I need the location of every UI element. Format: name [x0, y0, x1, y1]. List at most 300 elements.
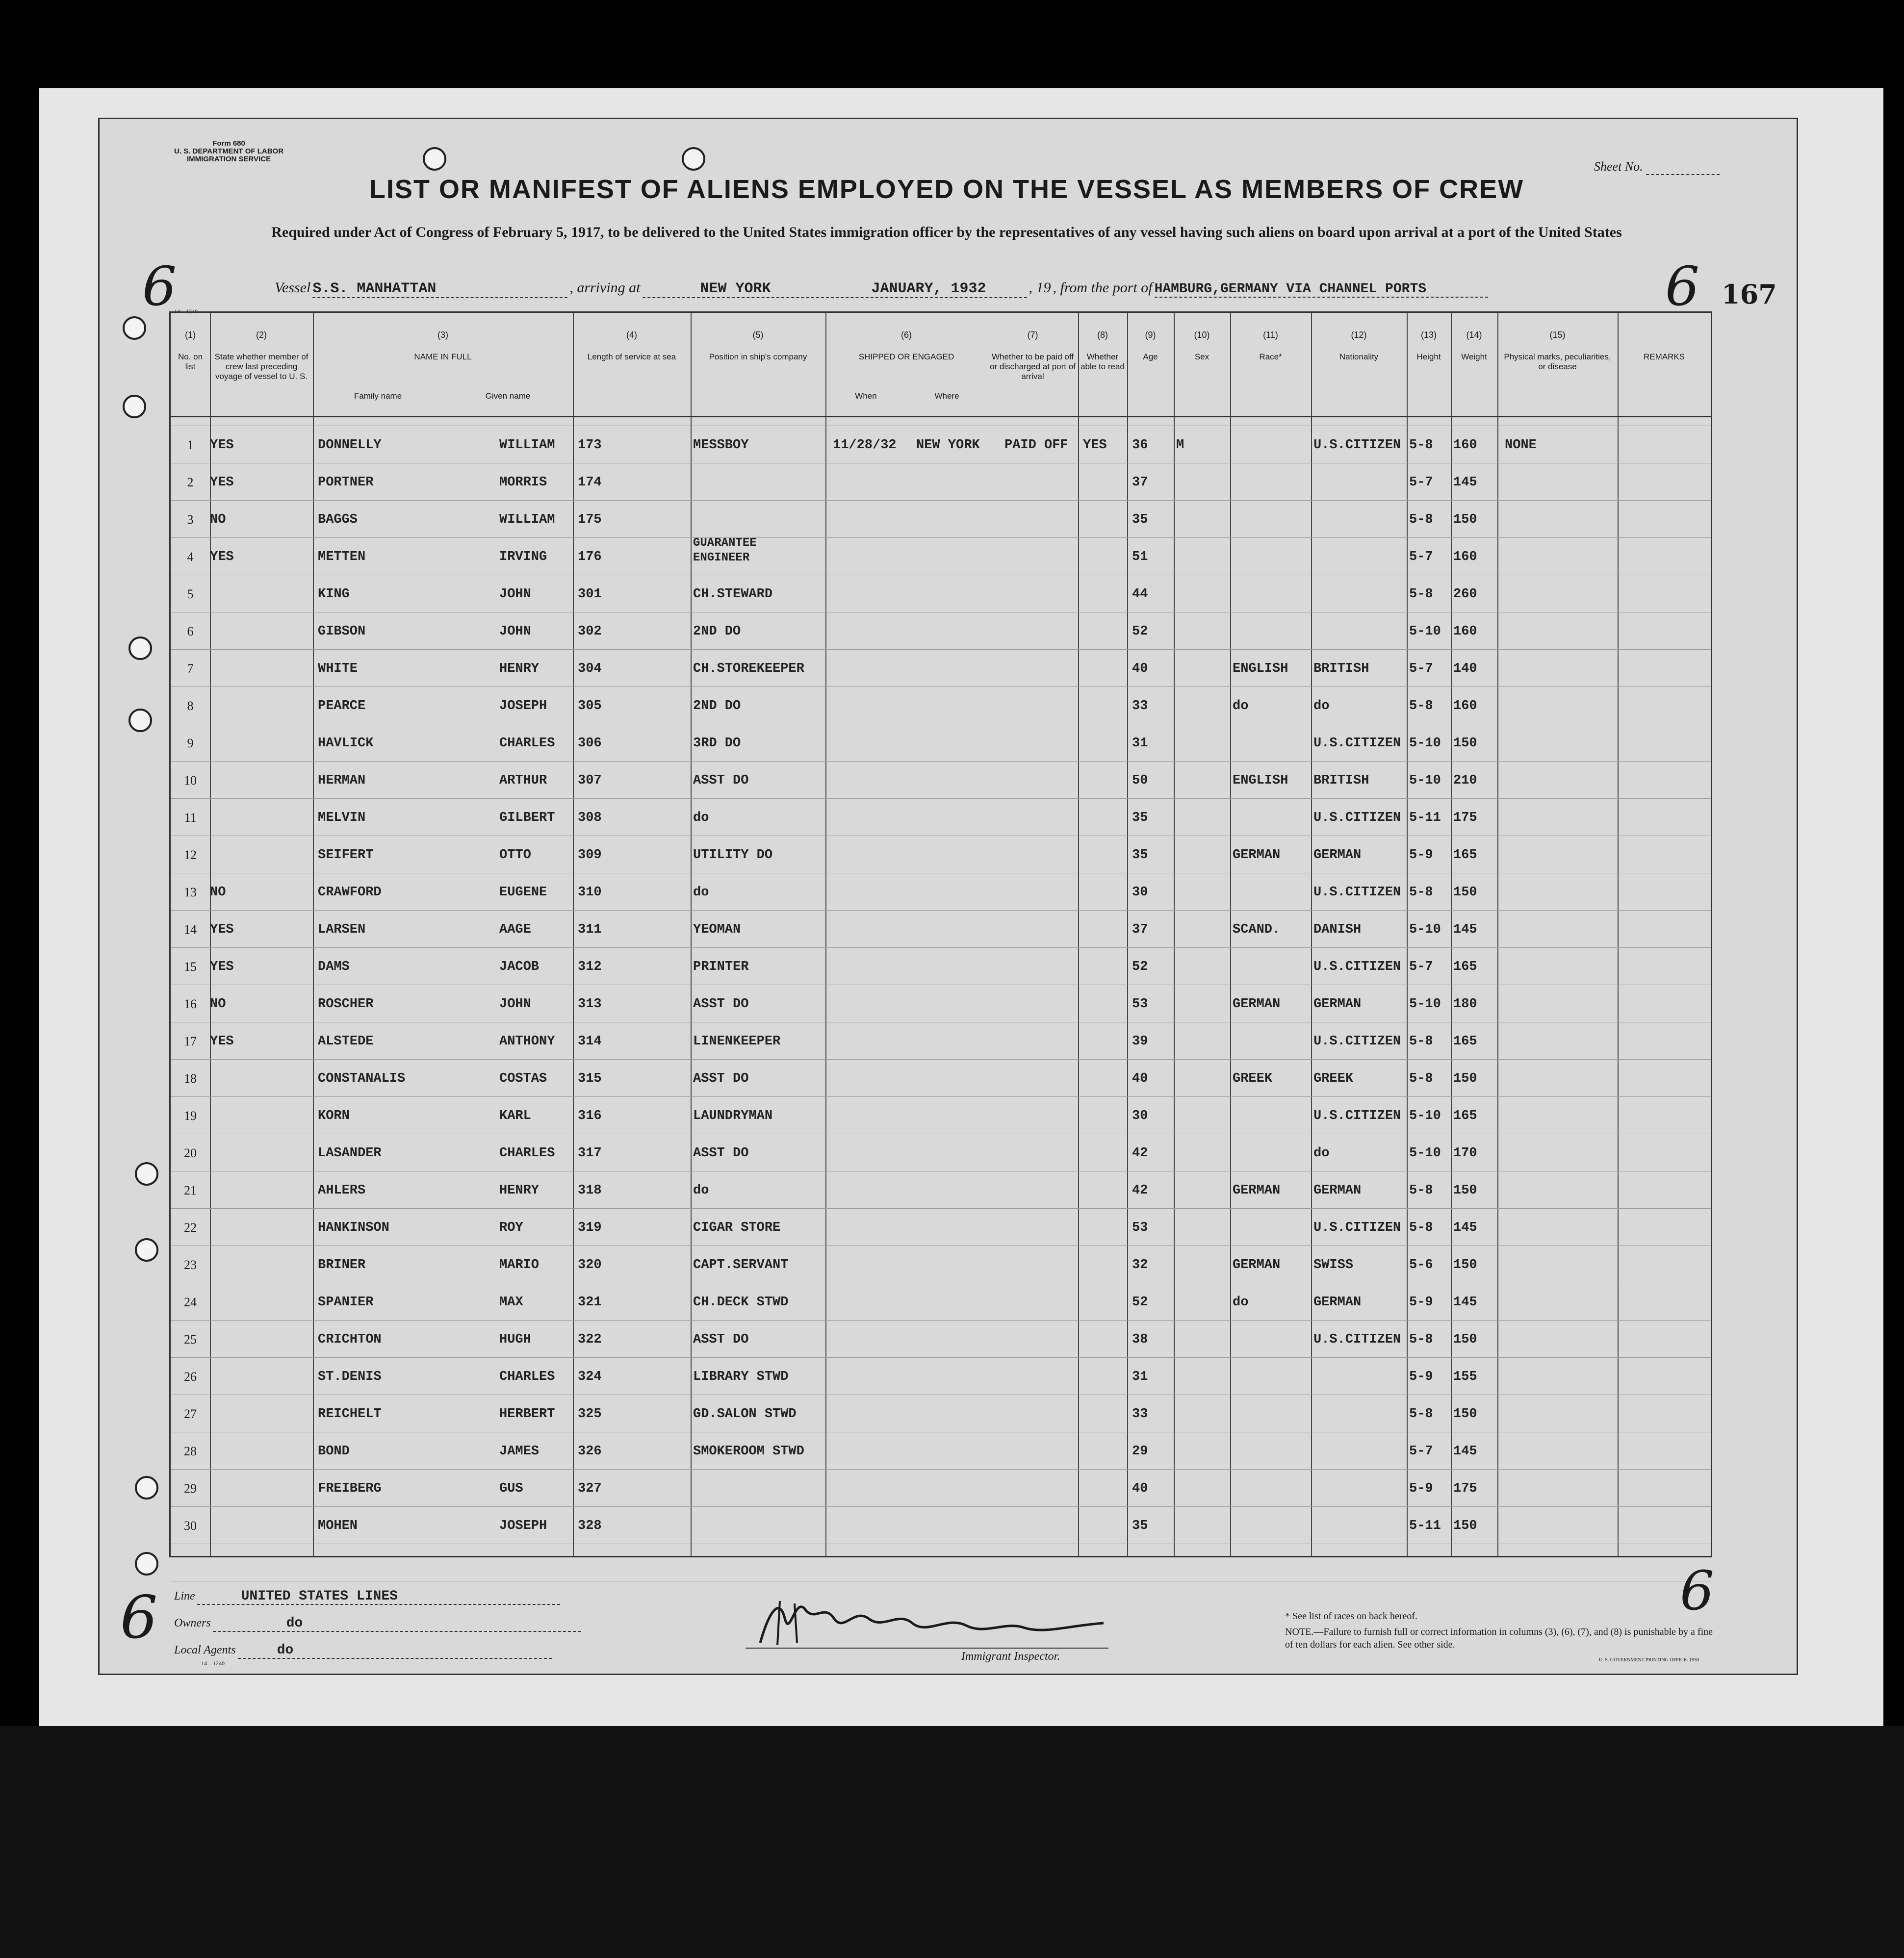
- cell-service: 176: [578, 550, 602, 564]
- cell-no: 17: [184, 1034, 197, 1048]
- owners-field: [174, 1616, 581, 1632]
- cell-service: 325: [578, 1407, 602, 1422]
- column-header: [1174, 313, 1230, 416]
- cell-nationality: GERMAN: [1313, 1183, 1362, 1198]
- cell-service: 173: [578, 438, 602, 453]
- cell-weight: 260: [1453, 587, 1477, 602]
- cell-service: 302: [578, 624, 602, 639]
- cell-height: 5-9: [1409, 1481, 1433, 1496]
- cell-weight: 150: [1453, 1183, 1477, 1198]
- cell-age: 40: [1132, 1071, 1148, 1086]
- cell-service: 326: [578, 1444, 602, 1459]
- cell-prev: YES: [210, 1034, 234, 1049]
- column-header: [171, 313, 210, 416]
- cell-service: 304: [578, 661, 602, 676]
- cell-given: WILLIAM: [499, 512, 555, 527]
- column-number: (3): [437, 330, 448, 340]
- cell-family: LASANDER: [318, 1146, 382, 1161]
- column-label: Physical marks, peculiarities, or disease: [1504, 352, 1611, 371]
- cell-age: 31: [1132, 1370, 1148, 1384]
- column-label: Position in ship's company: [709, 352, 807, 361]
- column-label: Age: [1143, 352, 1158, 361]
- column-label: Race*: [1259, 352, 1282, 361]
- cell-family: ROSCHER: [318, 997, 374, 1012]
- cell-nationality: do: [1313, 699, 1330, 713]
- cell-height: 5-10: [1409, 736, 1441, 751]
- cell-given: OTTO: [499, 848, 531, 863]
- form-number: Form 680: [212, 139, 245, 148]
- column-label: Whether able to read: [1081, 352, 1125, 371]
- cell-position: LAUNDRYMAN: [693, 1109, 773, 1123]
- column-label: NAME IN FULL: [414, 352, 472, 361]
- column-number: (12): [1351, 330, 1367, 340]
- cell-position: MESSBOY: [693, 438, 749, 453]
- cell-race: GREEK: [1233, 1071, 1273, 1086]
- cell-given: JOHN: [499, 624, 531, 639]
- column-number: (13): [1420, 330, 1437, 340]
- vessel-line: [275, 280, 1488, 298]
- cell-no: 9: [187, 736, 194, 750]
- cell-height: 5-8: [1409, 587, 1433, 602]
- column-header: [1230, 313, 1311, 416]
- cell-family: KORN: [318, 1109, 350, 1123]
- cell-family: LARSEN: [318, 922, 366, 937]
- cell-weight: 180: [1453, 997, 1477, 1012]
- cell-age: 50: [1132, 773, 1148, 788]
- cell-position: GUARANTEE ENGINEER: [693, 536, 757, 564]
- cell-given: MARIO: [499, 1258, 540, 1272]
- cell-height: 5-9: [1409, 1295, 1433, 1310]
- cell-service: 175: [578, 512, 602, 527]
- cell-no: 5: [187, 587, 194, 601]
- cell-weight: 160: [1453, 550, 1477, 564]
- cell-weight: 210: [1453, 773, 1477, 788]
- cell-service: 316: [578, 1109, 602, 1123]
- column-header: [1407, 313, 1451, 416]
- cell-age: 30: [1132, 1109, 1148, 1123]
- sheet-label: Sheet No.: [1594, 159, 1643, 174]
- column-header: [987, 313, 1078, 416]
- cell-height: 5-7: [1409, 960, 1433, 974]
- cell-no: 12: [184, 848, 197, 862]
- cell-family: CRAWFORD: [318, 885, 382, 900]
- department-name: U. S. DEPARTMENT OF LABOR: [174, 147, 284, 155]
- cell-no: 28: [184, 1444, 197, 1458]
- cell-height: 5-7: [1409, 661, 1433, 676]
- cell-family: AHLERS: [318, 1183, 366, 1198]
- cell-age: 52: [1132, 624, 1148, 639]
- cell-nationality: DANISH: [1313, 922, 1362, 937]
- cell-height: 5-9: [1409, 848, 1433, 863]
- cell-age: 44: [1132, 587, 1148, 602]
- column-number: (6): [901, 330, 912, 340]
- cell-weight: 165: [1453, 1034, 1477, 1049]
- cell-height: 5-8: [1409, 1332, 1433, 1347]
- cell-height: 5-8: [1409, 512, 1433, 527]
- cell-position: 2ND DO: [693, 699, 741, 713]
- column-header: [1618, 313, 1711, 416]
- cell-race: GERMAN: [1233, 1183, 1281, 1198]
- cell-position: UTILITY DO: [693, 848, 773, 863]
- cell-service: 328: [578, 1519, 602, 1533]
- cell-given: ARTHUR: [499, 773, 547, 788]
- cell-given: JAMES: [499, 1444, 540, 1459]
- column-sublabel: When: [855, 391, 877, 401]
- cell-service: 313: [578, 997, 602, 1012]
- cell-age: 33: [1132, 1407, 1148, 1422]
- column-sublabel: Given name: [485, 391, 531, 401]
- cell-family: PEARCE: [318, 699, 366, 713]
- cell-no: 11: [184, 811, 197, 825]
- cell-given: MAX: [499, 1295, 523, 1310]
- cell-no: 25: [184, 1332, 197, 1347]
- cell-age: 52: [1132, 1295, 1148, 1310]
- cell-race: GERMAN: [1233, 1258, 1281, 1272]
- cell-weight: 150: [1453, 1407, 1477, 1422]
- handwritten-mark-right: 6: [1665, 255, 1699, 318]
- races-note: * See list of races on back hereof.: [1285, 1611, 1417, 1622]
- cell-height: 5-8: [1409, 1221, 1433, 1235]
- cell-no: 7: [187, 661, 194, 676]
- cell-given: CHARLES: [499, 1370, 555, 1384]
- cell-no: 19: [184, 1109, 197, 1123]
- cell-age: 42: [1132, 1146, 1148, 1161]
- cell-race: ENGLISH: [1233, 773, 1288, 788]
- cell-no: 13: [184, 885, 197, 899]
- printing-office: U. S. GOVERNMENT PRINTING OFFICE: 1930: [1599, 1657, 1699, 1663]
- cell-nationality: U.S.CITIZEN: [1313, 1034, 1401, 1049]
- cell-weight: 145: [1453, 1295, 1477, 1310]
- cell-service: 314: [578, 1034, 602, 1049]
- column-label: Sex: [1194, 352, 1209, 361]
- cell-family: CONSTANALIS: [318, 1071, 406, 1086]
- form-header: [174, 140, 283, 163]
- cell-weight: 170: [1453, 1146, 1477, 1161]
- cell-family: REICHELT: [318, 1407, 382, 1422]
- cell-weight: 165: [1453, 1109, 1477, 1123]
- cell-no: 21: [184, 1183, 197, 1197]
- cell-nationality: U.S.CITIZEN: [1313, 736, 1401, 751]
- cell-service: 317: [578, 1146, 602, 1161]
- cell-age: 35: [1132, 512, 1148, 527]
- cell-height: 5-10: [1409, 997, 1441, 1012]
- cell-sex: M: [1176, 438, 1184, 453]
- cell-weight: 165: [1453, 848, 1477, 863]
- punch-hole: [129, 636, 152, 660]
- cell-given: COSTAS: [499, 1071, 547, 1086]
- column-label: State whether member of crew last preceding voyage of vessel to U. S.: [214, 352, 309, 381]
- cell-age: 30: [1132, 885, 1148, 900]
- cell-nationality: U.S.CITIZEN: [1313, 960, 1401, 974]
- page-title: LIST OR MANIFEST OF ALIENS EMPLOYED ON THE VESSEL AS MEMBERS OF CREW: [369, 175, 1524, 204]
- column-number: (7): [1027, 330, 1038, 340]
- film-edge: [0, 1726, 1904, 1958]
- cell-height: 5-8: [1409, 699, 1433, 713]
- punch-hole: [135, 1162, 158, 1186]
- cell-nationality: U.S.CITIZEN: [1313, 885, 1401, 900]
- cell-no: 4: [187, 550, 194, 564]
- cell-age: 38: [1132, 1332, 1148, 1347]
- line-field: [174, 1589, 560, 1605]
- cell-no: 30: [184, 1519, 197, 1533]
- cell-service: 308: [578, 811, 602, 825]
- cell-marks: NONE: [1505, 438, 1537, 453]
- cell-weight: 160: [1453, 624, 1477, 639]
- column-label: No. on list: [178, 352, 203, 371]
- column-number: (9): [1145, 330, 1156, 340]
- cell-family: BRINER: [318, 1258, 366, 1272]
- cell-service: 321: [578, 1295, 602, 1310]
- cell-where: NEW YORK: [916, 438, 980, 453]
- cell-weight: 150: [1453, 885, 1477, 900]
- cell-no: 1: [187, 438, 194, 452]
- cell-family: HERMAN: [318, 773, 366, 788]
- cell-nationality: do: [1313, 1146, 1330, 1161]
- year-label: , 19: [1029, 280, 1051, 296]
- cell-no: 16: [184, 997, 197, 1011]
- column-header: [691, 313, 825, 416]
- cell-race: GERMAN: [1233, 997, 1281, 1012]
- cell-prev: NO: [210, 997, 226, 1012]
- column-number: (15): [1549, 330, 1566, 340]
- cell-given: EUGENE: [499, 885, 547, 900]
- cell-weight: 145: [1453, 1221, 1477, 1235]
- vessel-name: S.S. MANHATTAN: [312, 280, 567, 298]
- cell-given: MORRIS: [499, 475, 547, 490]
- cell-family: BOND: [318, 1444, 350, 1459]
- cell-family: DAMS: [318, 960, 350, 974]
- cell-family: WHITE: [318, 661, 358, 676]
- handwritten-mark-bottom-right: 6: [1680, 1559, 1714, 1622]
- cell-weight: 150: [1453, 1071, 1477, 1086]
- cell-given: WILLIAM: [499, 438, 555, 453]
- crew-table: [169, 311, 1712, 1557]
- cell-given: KARL: [499, 1109, 531, 1123]
- cell-age: 35: [1132, 1519, 1148, 1533]
- agents-label: Local Agents: [174, 1644, 236, 1656]
- cell-family: HANKINSON: [318, 1221, 389, 1235]
- cell-nationality: GERMAN: [1313, 997, 1362, 1012]
- cell-service: 315: [578, 1071, 602, 1086]
- cell-position: CH.DECK STWD: [693, 1295, 789, 1310]
- cell-age: 37: [1132, 922, 1148, 937]
- cell-race: do: [1233, 699, 1249, 713]
- cell-age: 32: [1132, 1258, 1148, 1272]
- cell-family: FREIBERG: [318, 1481, 382, 1496]
- cell-nationality: U.S.CITIZEN: [1313, 1109, 1401, 1123]
- cell-no: 15: [184, 960, 197, 974]
- cell-height: 5-8: [1409, 1407, 1433, 1422]
- cell-no: 24: [184, 1295, 197, 1309]
- cell-height: 5-10: [1409, 922, 1441, 937]
- from-label: , from the port of: [1053, 280, 1153, 296]
- cell-given: HENRY: [499, 1183, 540, 1198]
- cell-family: SPANIER: [318, 1295, 374, 1310]
- page-number: 167: [1722, 279, 1777, 310]
- page-subtitle: Required under Act of Congress of February 5, 1917, to be delivered to the United States immigration officer by the representatives of any vessel having such aliens on board upon arrival at a port of the United States: [271, 224, 1622, 240]
- cell-nationality: SWISS: [1313, 1258, 1354, 1272]
- agents-value: do: [238, 1643, 552, 1659]
- cell-age: 31: [1132, 736, 1148, 751]
- cell-family: GIBSON: [318, 624, 366, 639]
- cell-no: 27: [184, 1407, 197, 1421]
- cell-weight: 150: [1453, 1519, 1477, 1533]
- cell-weight: 150: [1453, 1332, 1477, 1347]
- cell-height: 5-10: [1409, 624, 1441, 639]
- cell-service: 310: [578, 885, 602, 900]
- cell-age: 51: [1132, 550, 1148, 564]
- punch-hole: [135, 1238, 158, 1262]
- cell-prev: YES: [210, 438, 234, 453]
- cell-height: 5-10: [1409, 1109, 1441, 1123]
- cell-given: GUS: [499, 1481, 523, 1496]
- line-value: UNITED STATES LINES: [197, 1589, 560, 1605]
- cell-service: 324: [578, 1370, 602, 1384]
- cell-family: PORTNER: [318, 475, 374, 490]
- cell-weight: 150: [1453, 736, 1477, 751]
- cell-height: 5-7: [1409, 475, 1433, 490]
- cell-no: 10: [184, 773, 197, 788]
- column-number: (1): [185, 330, 196, 340]
- cell-position: CAPT.SERVANT: [693, 1258, 789, 1272]
- cell-family: HAVLICK: [318, 736, 374, 751]
- column-number: (5): [752, 330, 764, 340]
- cell-service: 309: [578, 848, 602, 863]
- cell-no: 6: [187, 624, 194, 638]
- cell-nationality: U.S.CITIZEN: [1313, 811, 1401, 825]
- cell-no: 8: [187, 699, 194, 713]
- column-header: [1078, 313, 1127, 416]
- column-label: Weight: [1461, 352, 1487, 361]
- inspector-label: Immigrant Inspector.: [961, 1650, 1060, 1663]
- punch-hole: [682, 147, 705, 171]
- cell-position: 2ND DO: [693, 624, 741, 639]
- column-number: (2): [256, 330, 267, 340]
- cell-position: do: [693, 885, 709, 900]
- cell-prev: YES: [210, 475, 234, 490]
- form-code: 14—1240: [174, 308, 198, 315]
- cell-age: 53: [1132, 997, 1148, 1012]
- cell-age: 29: [1132, 1444, 1148, 1459]
- cell-given: JOSEPH: [499, 1519, 547, 1533]
- cell-given: IRVING: [499, 550, 547, 564]
- cell-family: CRICHTON: [318, 1332, 382, 1347]
- cell-position: YEOMAN: [693, 922, 741, 937]
- column-number: (10): [1194, 330, 1210, 340]
- cell-prev: YES: [210, 960, 234, 974]
- cell-prev: NO: [210, 885, 226, 900]
- column-header: [573, 313, 691, 416]
- cell-service: 306: [578, 736, 602, 751]
- cell-weight: 150: [1453, 512, 1477, 527]
- cell-weight: 175: [1453, 1481, 1477, 1496]
- cell-race: GERMAN: [1233, 848, 1281, 863]
- handwritten-mark-left: 6: [142, 255, 177, 318]
- cell-age: 53: [1132, 1221, 1148, 1235]
- cell-weight: 150: [1453, 1258, 1477, 1272]
- cell-given: JACOB: [499, 960, 540, 974]
- column-header: [825, 313, 987, 416]
- cell-paid: PAID OFF: [1004, 438, 1068, 453]
- cell-given: AAGE: [499, 922, 531, 937]
- cell-height: 5-6: [1409, 1258, 1433, 1272]
- cell-position: LIBRARY STWD: [693, 1370, 789, 1384]
- cell-prev: NO: [210, 512, 226, 527]
- cell-service: 301: [578, 587, 602, 602]
- cell-height: 5-11: [1409, 1519, 1441, 1533]
- cell-weight: 175: [1453, 811, 1477, 825]
- cell-service: 305: [578, 699, 602, 713]
- cell-nationality: BRITISH: [1313, 661, 1369, 676]
- column-label: SHIPPED OR ENGAGED: [858, 352, 954, 361]
- cell-service: 312: [578, 960, 602, 974]
- column-label: Nationality: [1339, 352, 1379, 361]
- cell-nationality: GERMAN: [1313, 1295, 1362, 1310]
- cell-given: JOHN: [499, 997, 531, 1012]
- cell-weight: 140: [1453, 661, 1477, 676]
- arrival-date: JANUARY, 1932: [831, 280, 1027, 298]
- cell-service: 320: [578, 1258, 602, 1272]
- cell-service: 327: [578, 1481, 602, 1496]
- cell-position: ASST DO: [693, 997, 749, 1012]
- cell-position: LINENKEEPER: [693, 1034, 781, 1049]
- cell-family: MOHEN: [318, 1519, 358, 1533]
- cell-family: ALSTEDE: [318, 1034, 374, 1049]
- cell-given: HUGH: [499, 1332, 531, 1347]
- cell-height: 5-7: [1409, 1444, 1433, 1459]
- owners-value: do: [213, 1616, 581, 1632]
- cell-position: do: [693, 811, 709, 825]
- cell-given: HERBERT: [499, 1407, 555, 1422]
- cell-height: 5-7: [1409, 550, 1433, 564]
- cell-nationality: U.S.CITIZEN: [1313, 1332, 1401, 1347]
- cell-weight: 165: [1453, 960, 1477, 974]
- cell-height: 5-8: [1409, 885, 1433, 900]
- cell-family: KING: [318, 587, 350, 602]
- cell-service: 307: [578, 773, 602, 788]
- column-number: (11): [1263, 330, 1278, 340]
- column-sublabel: Where: [934, 391, 959, 401]
- cell-service: 311: [578, 922, 602, 937]
- cell-height: 5-8: [1409, 1034, 1433, 1049]
- cell-no: 22: [184, 1221, 197, 1235]
- cell-family: SEIFERT: [318, 848, 374, 863]
- cell-height: 5-8: [1409, 438, 1433, 453]
- cell-position: SMOKEROOM STWD: [693, 1444, 804, 1459]
- cell-no: 26: [184, 1370, 197, 1384]
- column-header: [1451, 313, 1497, 416]
- column-number: (14): [1466, 330, 1482, 340]
- cell-family: METTEN: [318, 550, 366, 564]
- cell-age: 40: [1132, 1481, 1148, 1496]
- cell-service: 319: [578, 1221, 602, 1235]
- punch-hole: [129, 709, 152, 732]
- column-sublabel: Family name: [354, 391, 402, 401]
- cell-no: 3: [187, 512, 194, 527]
- cell-age: 52: [1132, 960, 1148, 974]
- cell-weight: 160: [1453, 438, 1477, 453]
- fine-note: NOTE.—Failure to furnish full or correct information in columns (3), (6), (7), and (8) is punishable by a fine of ten dollars for each alien. See other side.: [1285, 1627, 1713, 1650]
- cell-nationality: U.S.CITIZEN: [1313, 438, 1401, 453]
- column-label: REMARKS: [1643, 352, 1685, 361]
- cell-race: SCAND.: [1233, 922, 1281, 937]
- column-header: [313, 313, 573, 416]
- from-port: HAMBURG,GERMANY VIA CHANNEL PORTS: [1155, 281, 1488, 298]
- cell-nationality: U.S.CITIZEN: [1313, 1221, 1401, 1235]
- cell-given: ROY: [499, 1221, 523, 1235]
- cell-prev: YES: [210, 550, 234, 564]
- cell-no: 20: [184, 1146, 197, 1160]
